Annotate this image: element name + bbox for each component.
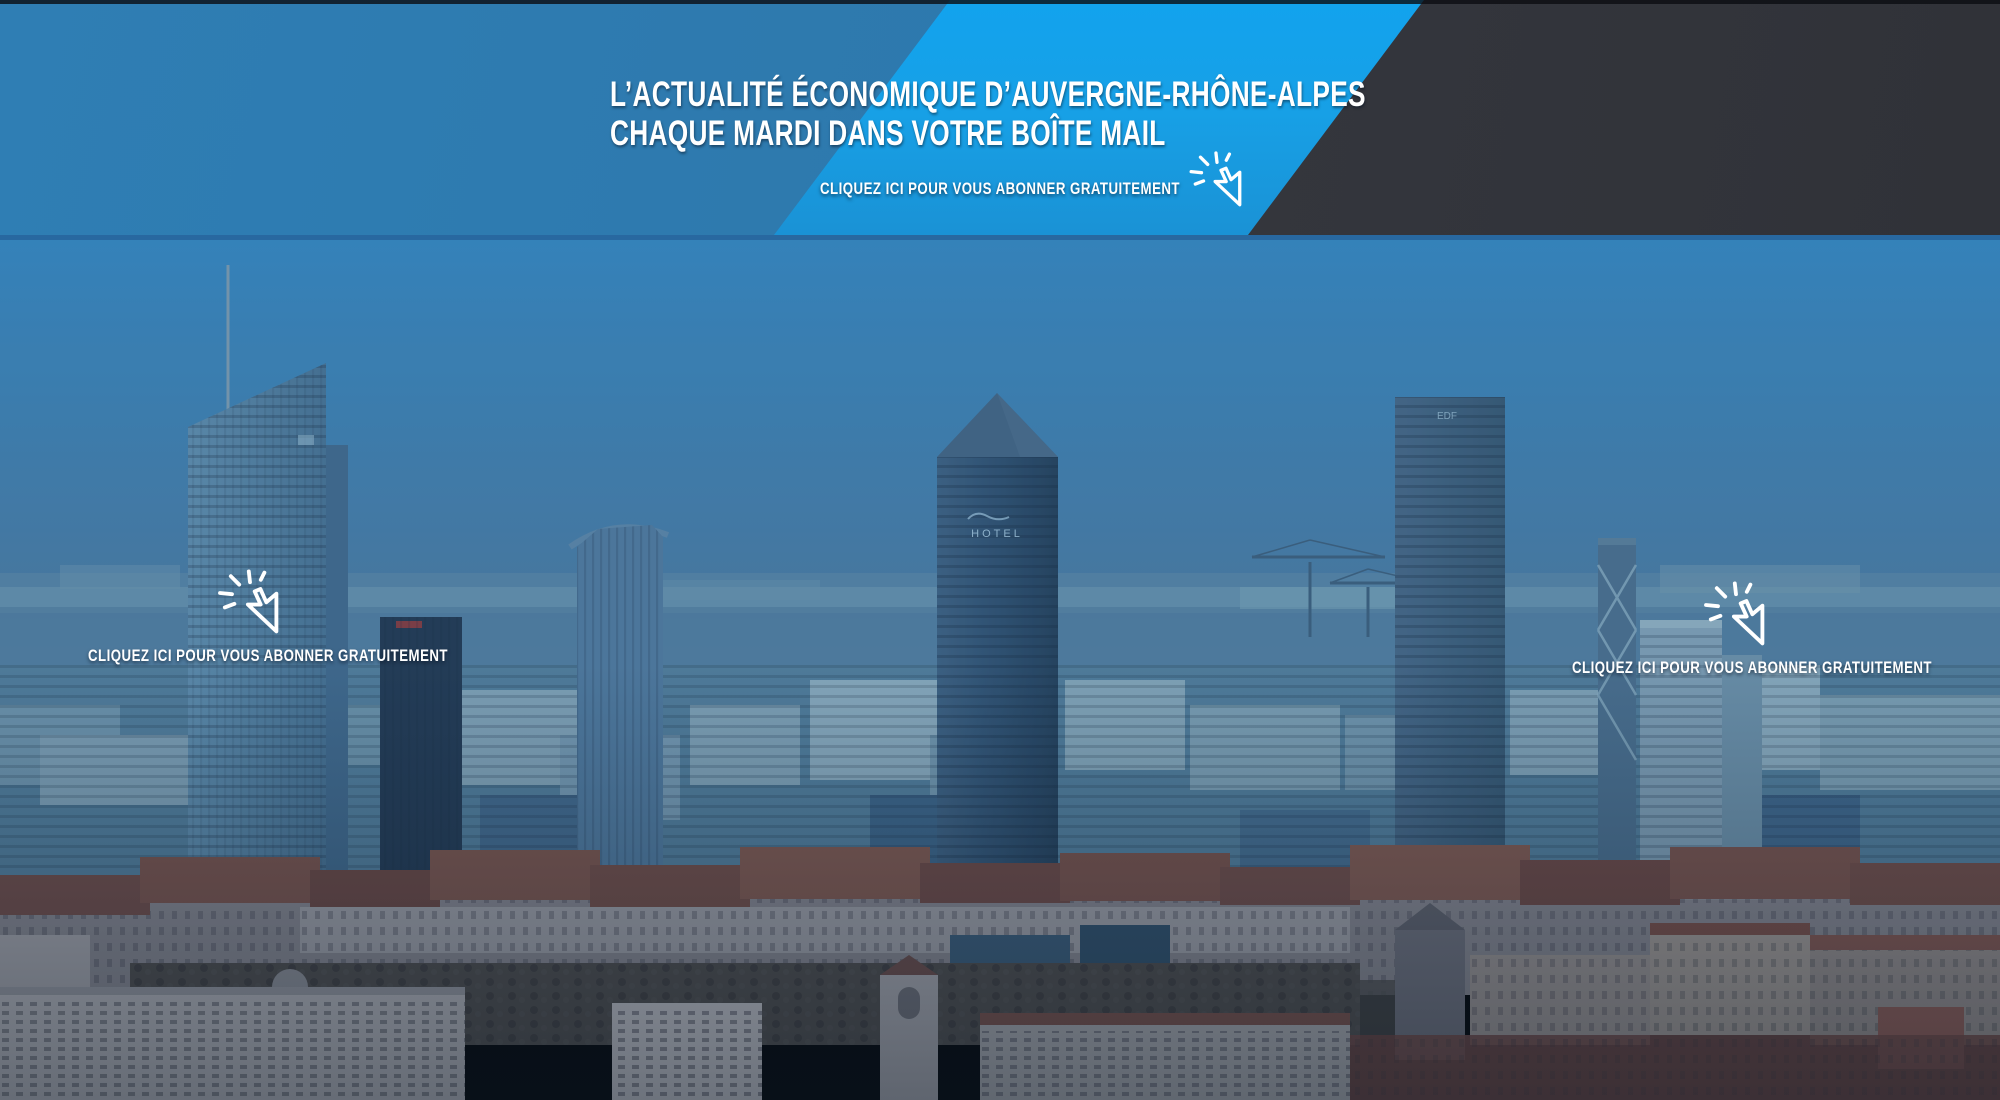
edf-sign: EDF xyxy=(1437,411,1457,422)
banner-title-line2: CHAQUE MARDI DANS VOTRE BOÎTE MAIL xyxy=(610,114,1166,153)
banner-subscribe-link[interactable]: CLIQUEZ ICI POUR VOUS ABONNER GRATUITEMENT xyxy=(820,179,1181,198)
hero-section xyxy=(0,235,2000,1100)
right-subscribe-link[interactable]: CLIQUEZ ICI POUR VOUS ABONNER GRATUITEMENT xyxy=(1572,658,1933,677)
hotel-sign: HOTEL xyxy=(971,528,1023,540)
top-banner xyxy=(0,0,2000,235)
click-cursor-icon[interactable] xyxy=(1700,581,1772,653)
click-cursor-icon[interactable] xyxy=(1186,151,1248,213)
banner-title-line1: L’ACTUALITÉ ÉCONOMIQUE D’AUVERGNE-RHÔNE-ALPES xyxy=(610,75,1366,114)
banner-top-border xyxy=(0,0,2000,4)
banner-title xyxy=(610,75,1366,153)
click-cursor-icon[interactable] xyxy=(214,569,286,641)
left-subscribe-link[interactable]: CLIQUEZ ICI POUR VOUS ABONNER GRATUITEMENT xyxy=(88,646,449,665)
